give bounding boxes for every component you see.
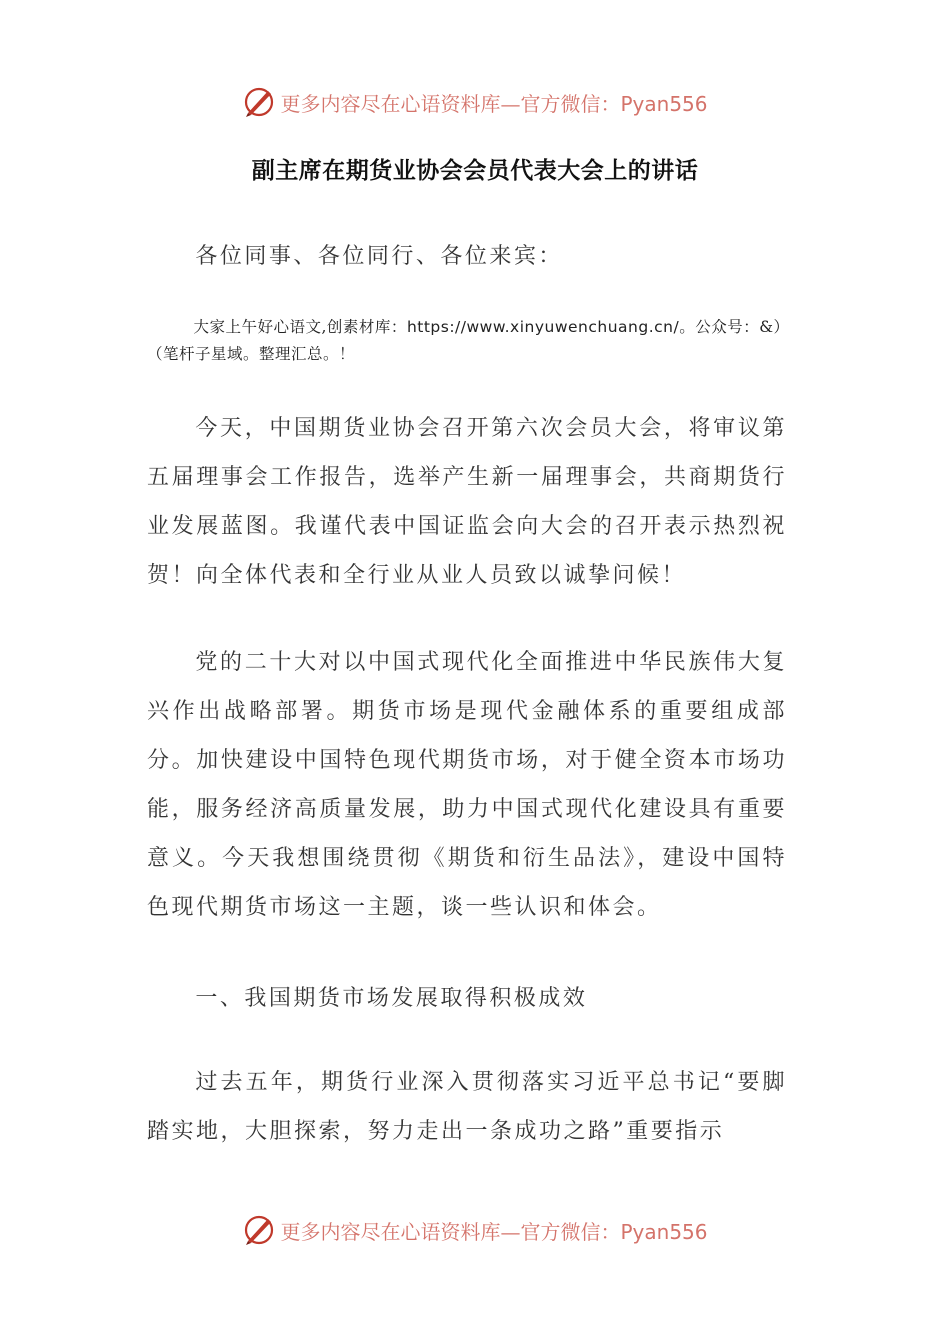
pen-logo-icon bbox=[242, 85, 276, 119]
footer-banner bbox=[0, 1210, 950, 1250]
banner-text: 更多内容尽在心语资料库—官方微信：Pyan556 bbox=[280, 1219, 708, 1244]
banner-text: 更多内容尽在心语资料库—官方微信：Pyan556 bbox=[280, 91, 708, 116]
pen-logo-icon bbox=[242, 1213, 276, 1247]
wechat-id: Pyan556 bbox=[620, 91, 708, 116]
notice-suffix: 。公众号：&）（笔杆子星域。整理汇总。！ bbox=[147, 318, 790, 363]
document-title: 副主席在期货业协会会员代表大会上的讲话 bbox=[251, 157, 699, 184]
wechat-id: Pyan556 bbox=[620, 1219, 708, 1244]
greeting: 各位同事、各位同行、各位来宾： bbox=[195, 244, 563, 269]
notice-prefix: 大家上午好心语文,创素材库： bbox=[193, 318, 407, 336]
paragraph-1: 今天，中国期货业协会召开第六次会员大会，将审议第五届理事会工作报告，选举产生新一届理事会，共商期货行业发展蓝图。我谨代表中国证监会向大会的召开表示热烈祝贺！向全体代表和全行业从业人员致以诚挚问候！ bbox=[147, 416, 787, 588]
promo-notice bbox=[147, 314, 807, 368]
section-heading: 一、我国期货市场发展取得积极成效 bbox=[195, 986, 588, 1011]
paragraph-2: 党的二十大对以中国式现代化全面推进中华民族伟大复兴作出战略部署。期货市场是现代金融体系的重要组成部分。加快建设中国特色现代期货市场，对于健全资本市场功能，服务经济高质量发展，助力中国式现代化建设具有重要意义。今天我想围绕贯彻《期货和衍生品法》，建设中国特色现代期货市场这一主题，谈一些认识和体会。 bbox=[147, 650, 787, 920]
header-banner bbox=[0, 82, 950, 122]
notice-url: https://www.xinyuwenchuang.cn/ bbox=[406, 318, 680, 336]
paragraph-3: 过去五年，期货行业深入贯彻落实习近平总书记“要脚踏实地，大胆探索，努力走出一条成功之路”重要指示 bbox=[147, 1070, 787, 1144]
